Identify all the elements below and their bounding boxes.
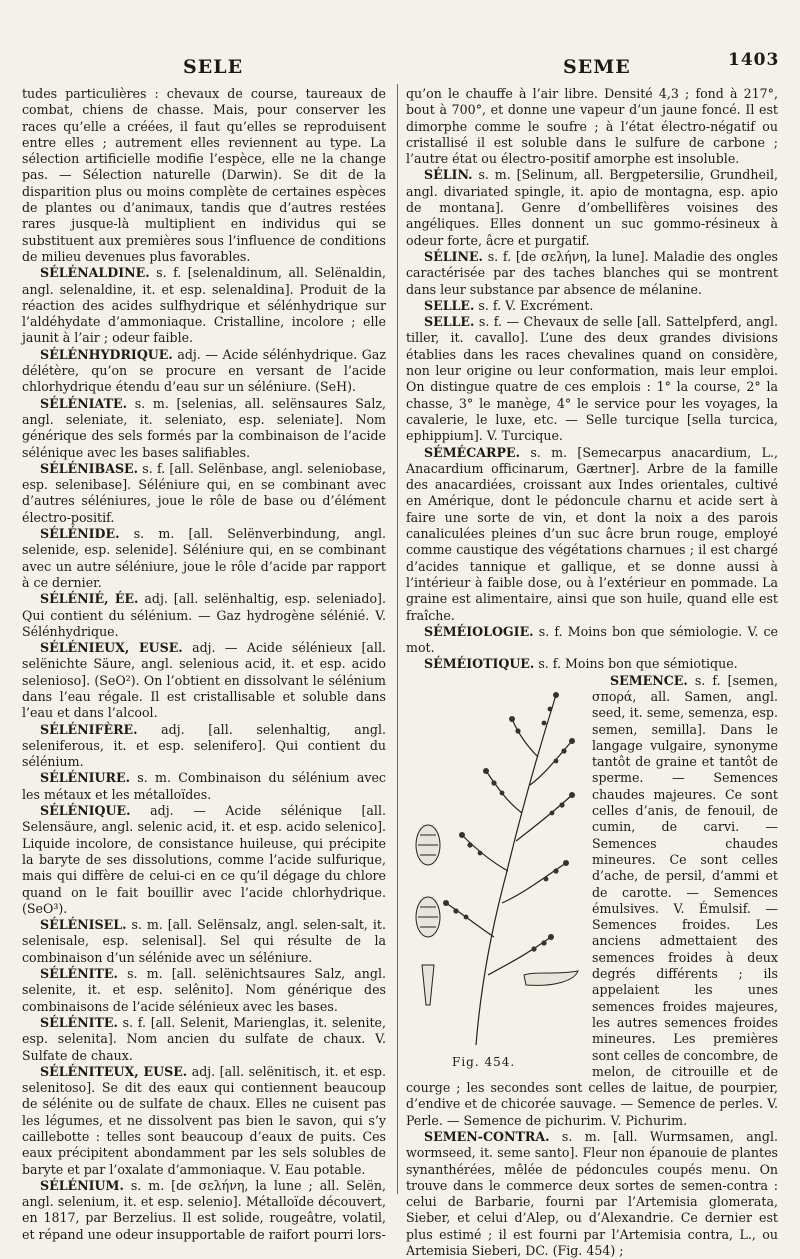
entry-text: s. f. [all. Selenit, Marienglas, it. selenite, esp. selenita]. Nom ancien du sulfate de chaux. V. Sulfate de chaux. <box>22 1014 386 1063</box>
entry-text: adj. — Acide sélénique [all. Selensäure, angl. selenic acid, it. et esp. acido selenico]. Liquide incolore, de consistance huileuse, qui précipite la baryte de ses dissolutions, comme l’acide sulfurique, mais qui diffère de celui-ci en ce qu’il dégage du chlore quand on le fait bouillir avec l’acide chlorhydrique. (SeO³). <box>22 803 386 916</box>
entry-text: adj. [all. selenhaltig, angl. seleniferous, it. et esp. selenifero]. Qui contient du sélénium. <box>22 721 386 770</box>
dictionary-entry <box>22 640 386 721</box>
entry-text: s. m. Combinaison du sélénium avec les métaux et les métalloïdes. <box>22 770 386 802</box>
entry-headword: SÉMÉIOTIQUE. <box>424 656 535 672</box>
figure-454 <box>406 675 584 1071</box>
entry-headword: SÉLÉNIEUX, EUSE. <box>40 640 183 656</box>
entry-text: s. f. V. Excrément. <box>478 297 594 313</box>
entry-text: s. m. [all. Selënsalz, angl. selen-salt, it. selenisale, esp. selenisal]. Sel qui résulte de la combinaison d’un sélénide avec un séléniure. <box>22 917 386 965</box>
dictionary-entry <box>22 1015 386 1064</box>
dictionary-entry <box>22 722 386 771</box>
page-number: 1403 <box>728 50 780 70</box>
dictionary-entry <box>406 249 778 298</box>
entry-text: adj. — Acide sélénhydrique. Gaz délétère, qu’on se procure en versant de l’acide chlorhydrique étendu d’eau sur un séléniure. (SeH). <box>22 346 386 395</box>
entry-headword: SÉLÉNHYDRIQUE. <box>40 346 173 362</box>
entry-headword: SÉMÉIOLOGIE. <box>424 623 534 639</box>
dictionary-entry <box>22 803 386 917</box>
left-column <box>22 86 386 1243</box>
entry-text: qu’on le chauffe à l’air libre. Densité 4,3 ; fond à 217°, bout à 700°, et donne une vapeur d’un jaune foncé. Il est dimorphe comme le soufre ; à l’état électro-négatif ou cristallisé il est soluble dans le sulfure de carbone ; l’autre état ou électro-positif amorphe est insoluble. <box>406 86 778 167</box>
dictionary-entry <box>22 1178 386 1243</box>
dictionary-entry <box>22 917 386 966</box>
entry-headword: SÉLIN. <box>424 167 473 183</box>
entry-headword: SÉLÉNIATE. <box>40 395 127 411</box>
running-head-right: SEME <box>563 56 631 78</box>
dictionary-entry <box>22 526 386 591</box>
entry-headword: SELLE. <box>424 314 475 330</box>
entry-continuation <box>406 86 778 167</box>
running-head-left: SELE <box>183 56 244 78</box>
dictionary-entry <box>22 396 386 461</box>
dictionary-entry <box>406 656 778 672</box>
entry-text: s. f. [selenaldinum, all. Selënaldin, angl. selenaldine, it. et esp. selenaldina]. Produit de la réaction des acides sulfhydrique et sélénhydrique sur l’aldéhydate d’ammoniaque. Cristalline, incolore ; elle jaunit à l’air ; odeur faible. <box>22 265 386 346</box>
entry-headword: SEMENCE. <box>610 672 688 688</box>
dictionary-entry <box>406 314 778 444</box>
entry-text: s. m. [selenias, all. selënsaures Salz, angl. seleniate, it. seleniato, esp. seleniate]. Nom générique des sels formés par la combinaison de l’acide sélénique avec les bases salifiables. <box>22 395 386 460</box>
entry-text: s. f. [semen, σπορά, all. Samen, angl. seed, it. seme, semenza, esp. semen, semilla]. Dans le langage vulgaire, synonyme tantôt de graine et tantôt de sperme. — Semences chaudes majeures. Ce sont celles d’anis, de fenouil, de cumin, de carvi. — Semences chaudes mineures. Ce sont celles d’ache, de persil, d’ammi et de carotte. — Semences émulsives. V. Émulsif. — Semences froides. Les anciens admettaient des semences froides à deux degrés différents ; ils appelaient les unes semences froides majeures, les autres semences froides mineures. Les premières sont celles de concombre, de melon, de citrouille et de courge ; les secondes sont celles de laitue, de pourpier, d’endive et de chicorée sauvage. — Semence de perles. V. Perle. — Semence de pichurim. V. Pichurim. <box>406 672 778 1128</box>
entry-continuation <box>22 86 386 265</box>
entry-headword: SÉLÉNIURE. <box>40 770 130 786</box>
entry-text: adj. [all. selënhaltig, esp. seleniado]. Qui contient du sélénium. — Gaz hydrogène sélénié. V. Sélénhydrique. <box>22 591 386 639</box>
entry-headword: SÉLÉNITEUX, EUSE. <box>40 1063 188 1079</box>
entry-text: s. f. [de σελήνη, la lune]. Maladie des ongles caractérisée par des taches blanches qui se montrent dans leur substance par absence de mélanine. <box>406 248 778 297</box>
entry-headword: SÉLÉNIQUE. <box>40 803 131 819</box>
right-column <box>406 86 778 1259</box>
entry-headword: SÉLINE. <box>424 248 483 264</box>
entry-text: s. m. [Selinum, all. Bergpetersilie, Grundheil, angl. divariated spingle, it. apio de montagna, esp. apio de montana]. Genre d’ombellifères voisines des angéliques. Elles donnent un suc gommo-résineux à odeur forte, âcre et purgatif. <box>406 167 778 248</box>
entry-text: s. f. — Chevaux de selle [all. Sattelpferd, angl. tiller, it. cavallo]. L’une des deux grandes divisions établies dans les races chevalines quand on considère, non leur origine ou leur conformation, mais leur emploi. On distingue quatre de ces emplois : 1° la course, 2° la chasse, 3° le manège, 4° le service pour les voyages, la cavalerie, le luxe, etc. — Selle turcique [sella turcica, ephippium]. V. Turcique. <box>406 314 778 444</box>
entry-headword: SÉLÉNIBASE. <box>40 460 139 476</box>
entry-headword: SÉLÉNALDINE. <box>40 265 150 281</box>
entry-headword: SÉLÉNIUM. <box>40 1177 124 1193</box>
entry-headword: SELLE. <box>424 297 475 313</box>
entry-headword: SÉLÉNIFÈRE. <box>40 721 138 737</box>
entry-text: s. m. [all. selënichtsaures Salz, angl. selenite, it. et esp. selênito]. Nom générique des combinaisons de l’acide sélénieux avec les bases. <box>22 966 386 1014</box>
dictionary-entry <box>406 167 778 248</box>
entry-headword: SÉLÉNIÉ, ÉE. <box>40 591 139 607</box>
entry-headword: SEMEN-CONTRA. <box>424 1129 550 1144</box>
entry-text: s. f. Moins bon que sémiologie. V. ce mot. <box>406 623 779 656</box>
entry-headword: SÉLÉNITE. <box>40 966 118 982</box>
entry-text: adj. — Acide sélénieux [all. selënichte Säure, angl. selenious acid, it. et esp. acido selenioso]. (SeO²). On l’obtient en dissolvant le sélénium dans l’eau régale. Il est cristallisable et soluble dans l’eau et dans l’alcool. <box>22 640 386 721</box>
entry-text: s. m. [Semecarpus anacardium, L., Anacardium officinarum, Gærtner]. Arbre de la famille des anacardiées, croissant aux Indes orientales, cultivé en Amérique, dont le pédoncule charnu et acide sert à faire une sorte de vin, et dont la noix a des parois canaliculées pleines d’un suc âcre brun rouge, employé comme caustique des végétations charnues ; il est chargé d’acides tannique et gallique, et se donne aussi à l’intérieur à faible dose, ou à l’extérieur en pommade. La graine est alimentaire, ainsi que son huile, quand elle est fraîche. <box>406 444 778 623</box>
dictionary-entry <box>22 265 386 346</box>
column-rule <box>397 84 398 1194</box>
dictionary-entry <box>406 624 778 657</box>
entry-text: s. m. [de σελήνη, la lune ; all. Selën, angl. selenium, it. et esp. selenio]. Métalloïde découvert, en 1817, par Berzelius. Il est solide, rougeâtre, volatil, et répand une odeur insupportable de raifort pourri lors- <box>22 1177 386 1242</box>
artemisia-illustration <box>406 675 584 1051</box>
dictionary-entry <box>406 1129 778 1259</box>
entry-text: s. f. [all. Selënbase, angl. seleniobase, esp. selenibase]. Séléniure qui, en se combinant avec d’autres séléniures, joue le rôle de base ou d’élément électro-positif. <box>22 460 386 525</box>
entry-text: s. m. [all. Selënverbindung, angl. selenide, esp. selenide]. Séléniure qui, en se combinant avec un autre séléniure, joue le rôle d’acide par rapport à ce dernier. <box>22 526 386 590</box>
dictionary-entry <box>22 770 386 803</box>
dictionary-entry <box>22 461 386 526</box>
figure-wrap-zone <box>406 673 778 1259</box>
entry-headword: SÉLÉNISEL. <box>40 917 127 933</box>
entry-text: adj. [all. selënitisch, it. et esp. selenitoso]. Se dit des eaux qui contiennent beaucoup de sélénite ou de sulfate de chaux. Elles ne cuisent pas les légumes, et ne dissolvent pas bien le savon, qui s’y caillebotte : telles sont beaucoup d’eaux de puits. Ces eaux précipitent abondamment par les sels solubles de baryte et par l’oxalate d’ammoniaque. V. Eau potable. <box>22 1063 386 1177</box>
dictionary-entry <box>406 445 778 624</box>
dictionary-entry <box>406 298 778 314</box>
entry-headword: SÉMÉCARPE. <box>424 444 520 460</box>
entry-text: s. m. [all. Wurmsamen, angl. wormseed, it. seme santo]. Fleur non épanouie de plantes synanthérées, mêlée de pédoncules coupés menu. On trouve dans le commerce deux sortes de semen-contra : celui de Barbarie, fourni par l’Artemisia glomerata, Sieber, et celui d’Alep, ou d’Alexandrie. Ce dernier est plus estimé ; il est fourni par l’Artemisia contra, L., ou Artemisia Sieberi, DC. (Fig. 454) ; <box>406 1129 778 1259</box>
dictionary-entry <box>22 347 386 396</box>
dictionary-entry <box>22 1064 386 1178</box>
dictionary-entry <box>22 591 386 640</box>
entry-headword: SÉLÉNIDE. <box>40 526 120 542</box>
entry-text: s. f. Moins bon que sémiotique. <box>538 656 738 672</box>
entry-headword: SÉLÉNITE. <box>40 1014 118 1030</box>
entry-text: tudes particulières : chevaux de course, taureaux de combat, chiens de chasse. Mais, pour conserver les races qu’elle a créées, il faut qu’elles se reproduisent entre elles ; autrement elles reviennent au type. La sélection artificielle modifie l’espèce, elle ne la change pas. — Sélection naturelle (Darwin). Se dit de la disparition plus ou moins complète de certaines espèces de plantes ou d’animaux, tandis que d’autres restées rares jusque-là multiplient en individus qui se substituent aux premières sous l’influence de conditions de milieu devenues plus favorables. <box>22 86 386 264</box>
figure-caption: Fig. 454. <box>452 1055 516 1070</box>
dictionary-entry <box>22 966 386 1015</box>
